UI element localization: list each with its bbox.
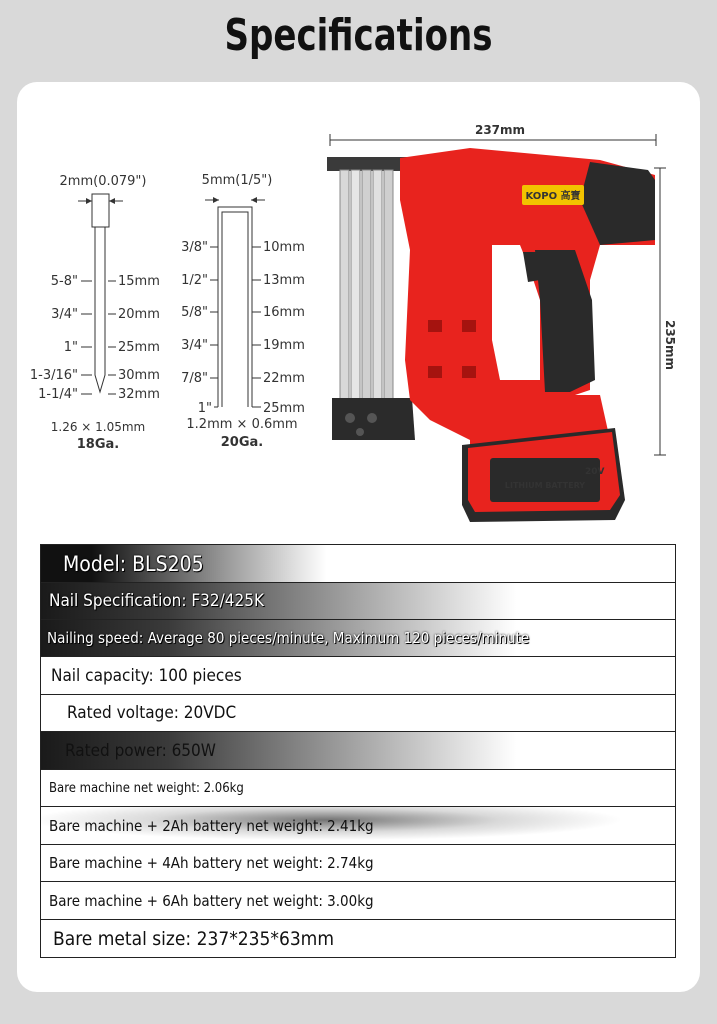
- spec-row: [41, 583, 675, 620]
- nail20-gauge: 20Ga.: [220, 435, 264, 450]
- nail18-size: 1.26 × 1.05mm: [50, 420, 146, 434]
- nail-18ga-diagram: [30, 174, 160, 452]
- nail18-right-2: 25mm: [118, 340, 160, 355]
- spec-row: [41, 620, 675, 657]
- battery-label: LITHIUM BATTERY: [504, 481, 586, 490]
- height-dimension: [654, 168, 677, 455]
- nail20-right-4: 22mm: [263, 371, 305, 386]
- spec-row: [41, 920, 675, 957]
- spec-rated-power: Rated power: 650W: [65, 740, 216, 761]
- nail18-left-3: 1-3/16": [29, 368, 78, 383]
- nail18-gauge: 18Ga.: [76, 437, 120, 452]
- spec-bare-weight: Bare machine net weight: 2.06kg: [49, 780, 244, 796]
- nail-gun-image: [327, 148, 655, 522]
- nail18-left-0: 5-8": [50, 274, 78, 289]
- spec-weight-4ah: Bare machine + 4Ah battery net weight: 2.74kg: [49, 854, 374, 872]
- spec-nailing-speed: Nailing speed: Average 80 pieces/minute, Maximum 120 pieces/minute: [47, 629, 530, 647]
- spec-rated-voltage: Rated voltage: 20VDC: [67, 703, 237, 723]
- width-dimension: [330, 123, 656, 146]
- battery-voltage: 20V: [585, 467, 605, 477]
- nail20-left-2: 5/8": [181, 305, 208, 320]
- nail20-left-0: 3/8": [181, 240, 208, 255]
- page-title: Specifications: [224, 10, 493, 61]
- nail18-right-4: 32mm: [118, 387, 160, 402]
- nail18-right-0: 15mm: [118, 274, 160, 289]
- nail20-left-3: 3/4": [181, 338, 208, 353]
- tool-logo: KOPO 高寶: [525, 191, 581, 202]
- nail20-right-5: 25mm: [263, 401, 305, 416]
- nail20-left-1: 1/2": [181, 273, 208, 288]
- spec-row: [41, 732, 675, 770]
- magazine-top: [327, 157, 407, 171]
- spec-row: [41, 657, 675, 695]
- spec-row: [41, 807, 675, 845]
- spec-model: Model: BLS205: [63, 551, 204, 576]
- nail20-size: 1.2mm × 0.6mm: [186, 417, 298, 432]
- nail20-right-3: 19mm: [263, 338, 305, 353]
- nail18-left-1: 3/4": [51, 307, 78, 322]
- height-label: 235mm: [663, 319, 677, 371]
- nail20-right-1: 13mm: [263, 273, 305, 288]
- nail20-right-0: 10mm: [263, 240, 305, 255]
- nail20-right-2: 16mm: [263, 305, 305, 320]
- nail18-right-1: 20mm: [118, 307, 160, 322]
- nail18-left-2: 1": [63, 340, 78, 355]
- spec-bare-size: Bare metal size: 237*235*63mm: [53, 927, 334, 950]
- spec-row: [41, 545, 675, 583]
- staple-20ga-diagram: [181, 173, 305, 450]
- spec-nail-specification: Nail Specification: F32/425K: [49, 591, 265, 611]
- spec-row: [41, 882, 675, 920]
- spec-row: [41, 770, 675, 807]
- nail18-right-3: 30mm: [118, 368, 160, 383]
- spec-nail-capacity: Nail capacity: 100 pieces: [51, 665, 242, 686]
- nail20-left-4: 7/8": [181, 371, 208, 386]
- nail18-head-label: 2mm(0.079"): [59, 174, 147, 189]
- spec-weight-2ah: Bare machine + 2Ah battery net weight: 2.41kg: [49, 816, 374, 835]
- width-label: 237mm: [474, 123, 526, 137]
- spec-row: [41, 695, 675, 732]
- spec-row: [41, 845, 675, 882]
- nail20-head-label: 5mm(1/5"): [201, 173, 273, 188]
- spec-weight-6ah: Bare machine + 6Ah battery net weight: 3.00kg: [49, 891, 374, 910]
- nail18-left-4: 1-1/4": [38, 387, 78, 402]
- nail20-left-5: 1": [197, 401, 212, 416]
- spec-table: [40, 544, 676, 958]
